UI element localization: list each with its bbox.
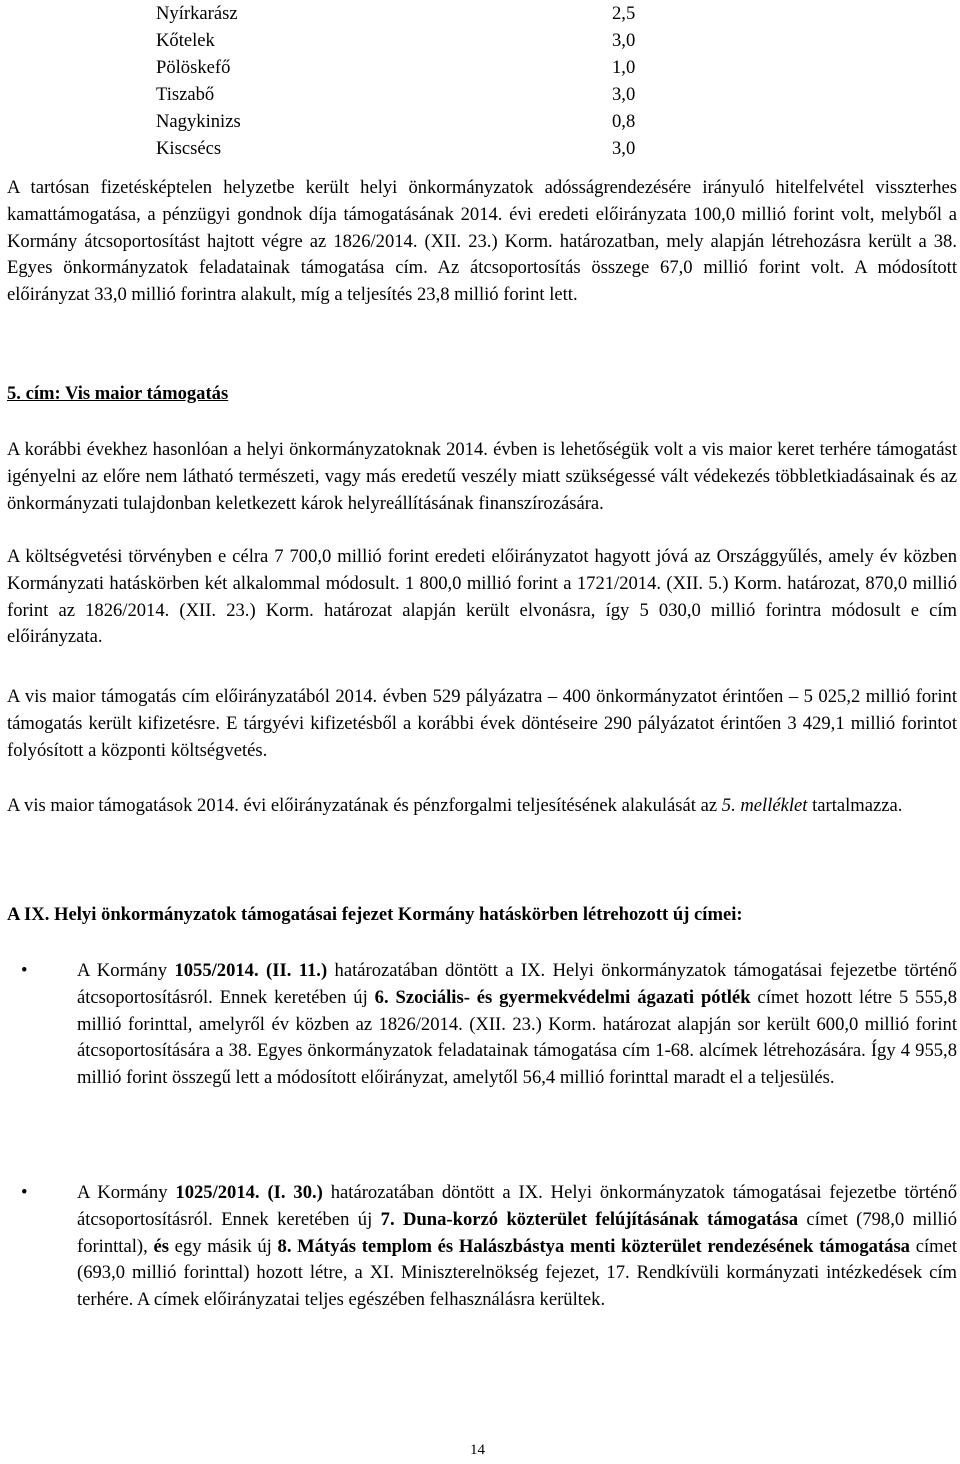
bold-run: 1025/2014. (I. 30.) xyxy=(175,1182,323,1203)
bold-run: 8. Mátyás templom és Halászbástya menti közterület rendezésének támogatása xyxy=(277,1235,910,1257)
text-run: határozatában döntött a IX. Helyi önkormányzatok támogatásai fejezetbe történő átcsoportosításról. Ennek keretében új xyxy=(77,960,957,1008)
paragraph-text xyxy=(7,793,957,820)
settlement-value: 3,0 xyxy=(612,30,636,51)
chapter-heading-ix xyxy=(7,902,743,929)
settlement-value: 3,0 xyxy=(612,138,636,159)
settlement-value: 2,5 xyxy=(612,3,636,24)
paragraph-text: A korábbi évekhez hasonlóan a helyi önkormányzatoknak 2014. évben is lehetőségük volt a vis maior keret terhére támogatást igényelni az előre nem látható természeti, vagy más eredetű veszély miatt szükségessé vált védekezés többletkiadásainak és az önkormányzati tulajdonban keletkezett károk helyreállításának finanszírozására. xyxy=(7,439,957,514)
list-item xyxy=(21,1180,958,1314)
settlement-name: Kiscsécs xyxy=(156,138,222,159)
paragraph-budget-law xyxy=(7,544,957,651)
text-run: egy másik új xyxy=(168,1235,278,1257)
text-run: A vis maior támogatások 2014. évi előirányzatának és pénzforgalmi teljesítésének alakulását az xyxy=(7,795,722,816)
text-run: címet hozott létre 5 555,8 millió forinttal, amelyről év közben az 1826/2014. (XII. 23.) Korm. határozat alapján sor került 600,0 millió forint átcsoportosítására a 38. Egyes önkormányzatok feladatainak támogatása cím 1-68. alcímek létrehozására. Így 4 955,8 millió forint összegű lett a módosított előirányzat, amelytől 56,4 millió forinttal maradt el a teljesülés. xyxy=(77,986,957,1089)
settlement-name: Kőtelek xyxy=(156,30,215,51)
settlement-value: 1,0 xyxy=(612,57,636,78)
settlement-value: 3,0 xyxy=(612,84,636,105)
paragraph-text: A költségvetési törvényben e célra 7 700,0 millió forint eredeti előirányzatot hagyott jóvá az Országgyűlés, amely év közben Kormányzati hatáskörben két alkalommal módosult. 1 800,0 millió forint a 1721/2014. (XII. 5.) Korm. határozat, 870,0 millió forint az 1826/2014. (XII. 23.) Korm. határozat alapján került elvonásra, így 5 030,0 millió forintra módosult e cím előirányzata. xyxy=(7,546,957,648)
section-heading-vis-maior: 5. cím: Vis maior támogatás xyxy=(7,383,229,404)
text-run: A Kormány xyxy=(77,960,175,981)
settlement-name: Nyírkarász xyxy=(156,3,238,24)
settlement-name: Tiszabő xyxy=(156,84,215,105)
bold-run: 7. Duna-korzó közterület felújításának támogatása xyxy=(380,1208,799,1230)
text-run: címet (798,0 millió forinttal), xyxy=(77,1208,957,1257)
paragraph-vis-maior-intro xyxy=(7,437,957,517)
text-run: határozatában döntött a IX. Helyi önkormányzatok támogatásai fejezetbe történő átcsoportosításról. Ennek keretében új xyxy=(77,1182,958,1230)
bold-run: és xyxy=(153,1235,169,1257)
list-item xyxy=(21,958,957,1092)
text-run: A Kormány xyxy=(77,1182,176,1203)
page-number: 14 xyxy=(470,1442,485,1458)
paragraph-vis-maior-payments xyxy=(7,684,957,764)
table-row xyxy=(156,27,656,54)
text-run: tartalmazza. xyxy=(807,795,903,816)
paragraph-annex-reference xyxy=(7,793,957,820)
bold-run: 1055/2014. (II. 11.) xyxy=(174,960,328,981)
annex-link-text: 5. melléklet xyxy=(721,795,808,816)
paragraph-text: A tartósan fizetésképtelen helyzetbe került helyi önkormányzatok adósságrendezésére irányuló hitelfelvétel visszterhes kamattámogatása, a pénzügyi gondnok díja támogatásának 2014. évi eredeti előirányzata 100,0 millió forint volt, melyből a Kormány átcsoportosítást hajtott végre az 1826/2014. (XII. 23.) Korm. határozatban, mely alapján létrehozásra került a 38. Egyes önkormányzatok feladatainak támogatása cím. Az átcsoportosítás összege 67,0 millió forint volt. A módosított előirányzat 33,0 millió forintra alakult, míg a teljesítés 23,8 millió forint lett. xyxy=(7,177,957,306)
bullet-icon: • xyxy=(21,1182,28,1203)
settlement-value: 0,8 xyxy=(612,111,636,132)
table-row xyxy=(156,135,656,162)
table-row xyxy=(156,54,656,81)
table-row xyxy=(156,81,656,108)
table-row xyxy=(156,0,656,27)
text-run: címet (693,0 millió forinttal) hozott létre, a XI. Miniszterelnökség fejezet, 17. Rendkívüli kormányzati intézkedések cím terhére. A címek előirányzatai teljes egészében felhasználásra kerültek. xyxy=(77,1235,957,1311)
settlement-table xyxy=(156,0,656,162)
table-row xyxy=(156,108,656,135)
settlement-name: Pölöskefő xyxy=(156,57,231,78)
paragraph-text: A vis maior támogatás cím előirányzatából 2014. évben 529 pályázatra – 400 önkormányzatot érintően – 5 025,2 millió forint támogatás került kifizetésre. E tárgyévi kifizetésből a korábbi évek döntéseire 290 pályázatot érintően 3 429,1 millió forintot folyósított a központi költségvetés. xyxy=(7,686,957,761)
bullet-icon: • xyxy=(21,960,28,981)
bold-run: 6. Szociális- és gyermekvédelmi ágazati pótlék xyxy=(374,986,751,1008)
paragraph-interest-support xyxy=(7,175,957,309)
chapter-title: Helyi önkormányzatok támogatásai fejezet Kormány hatáskörben létrehozott új címei: xyxy=(49,904,743,925)
settlement-name: Nagykinizs xyxy=(156,111,241,132)
chapter-number: A IX. xyxy=(7,904,50,925)
